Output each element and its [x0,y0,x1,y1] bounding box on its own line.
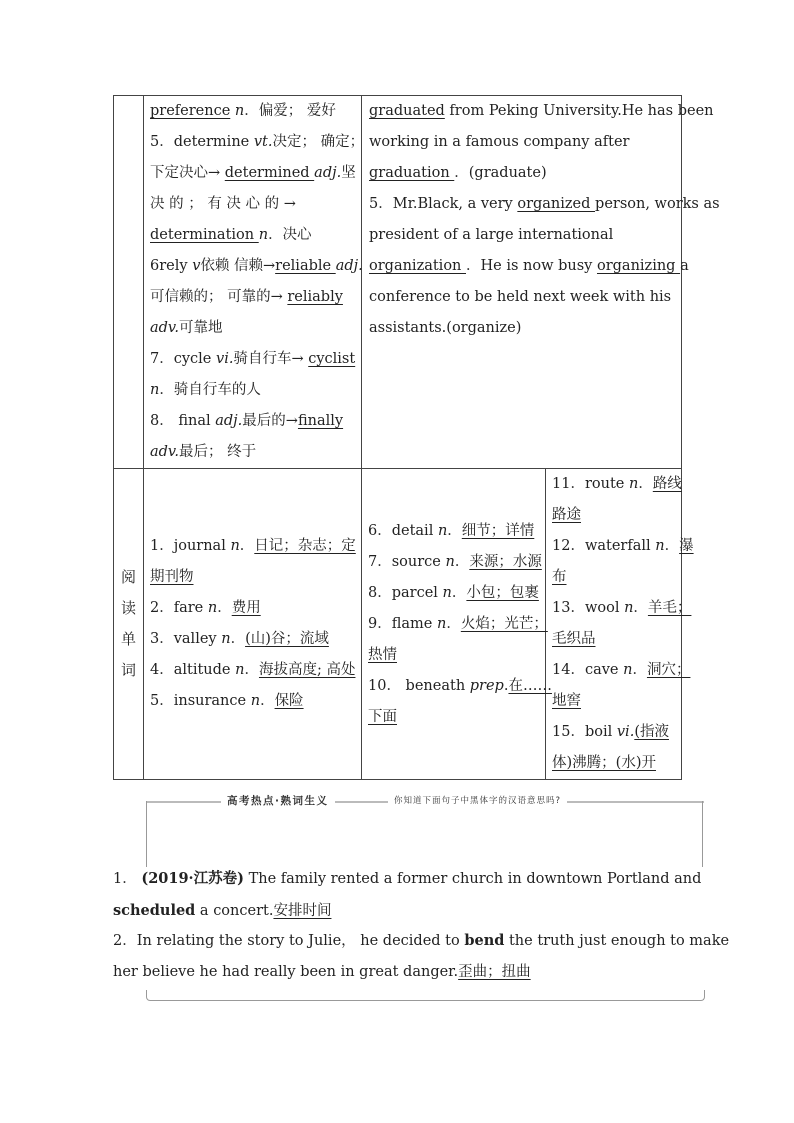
text-segment: ． [638,476,653,492]
text-segment: 5．insurance [150,693,251,709]
answer-text: 费用 [231,600,261,616]
answer-text: 歪曲；扭曲 [458,964,531,980]
answer-text: organization [369,258,466,274]
text-segment: 4．altitude [150,662,236,678]
text-segment: 7．cycle [150,351,216,367]
text-segment: bend [464,932,505,949]
answer-text: reliable [275,258,336,274]
text-segment: prep [469,677,504,694]
text-segment: ． [260,693,275,709]
text-segment: 9．flame [368,615,437,632]
word-list-3 [552,469,694,779]
word-forms-cell [144,96,365,469]
text-segment: ．偏爱； 爱好 [244,103,336,119]
text-line [150,531,355,562]
text-line [150,313,355,344]
text-segment: president of a large international [369,227,614,243]
answer-text: finally [297,413,344,429]
text-line [368,578,539,609]
answer-text: 细节；详情 [461,522,535,539]
text-segment: adj. [314,165,342,181]
text-line [150,282,355,313]
text-segment: ． [454,553,470,570]
text-segment: scheduled [113,902,196,919]
text-segment: v [192,258,201,274]
text-line [369,282,675,313]
text-line [552,469,682,500]
answer-text: 地窖 [552,693,581,709]
answer-text: 安排时间 [273,903,332,919]
text-line [150,127,365,158]
text-segment: n [207,600,218,616]
text-segment: working in a famous company after [369,134,630,150]
text-segment: 3．valley [150,631,222,647]
text-segment: 15．boil [552,724,617,740]
word-forms-list [150,96,365,468]
text-segment: 1． [113,871,142,887]
answer-text: graduation [369,165,455,181]
answer-text: 在…… [508,677,552,694]
text-segment: ．He is now busy [466,258,597,274]
text-line [150,655,355,686]
text-segment: her believe he had really been in great danger. [113,964,459,980]
answer-text: determined [224,165,315,181]
answer-text: 日记；杂志；定 [254,538,356,554]
text-line [150,562,355,593]
text-segment: adv. [150,444,180,460]
text-segment: 5．Mr.Black, a very [369,196,518,212]
text-line [368,640,539,671]
text-segment: 8． final [150,413,216,429]
text-segment: 可靠地 [179,320,223,336]
text-segment: ． [633,600,648,616]
label-char: 阅 [120,568,136,586]
text-segment: vi. [216,351,234,367]
answer-text: 火焰；光芒； [460,615,548,632]
answer-text: (山)谷；流域 [245,631,329,647]
answer-text: 热情 [368,646,397,663]
banner-title: 高考热点·熟词生义 [221,793,335,808]
text-line [368,547,542,578]
label-char: 单 [120,630,136,648]
word-list-2 [368,516,552,733]
text-line [368,671,552,702]
vocabulary-table [113,95,720,780]
text-line [552,748,675,779]
text-segment: 最后； 终于 [179,444,257,460]
text-segment: 可信赖的； 可靠的→ [150,289,288,305]
text-segment: n [624,600,634,616]
upper-row [114,96,682,469]
text-line [552,686,675,717]
label-char: 词 [120,661,136,679]
text-segment: n [628,476,639,492]
answer-text: preference [150,103,231,119]
text-segment: ．决心 [268,227,312,243]
exercise-2 [113,925,730,988]
text-segment: person, works as [595,196,720,212]
text-segment: 10． beneath [368,677,470,694]
text-segment: ．骑自行车的人 [159,382,261,398]
answer-text: organized [517,196,596,212]
text-line [150,158,355,189]
text-segment: n [250,693,261,709]
answer-text: cyclist [308,351,356,367]
text-line [368,702,539,733]
answer-text: organizing [596,258,681,274]
text-line [369,220,675,251]
text-segment: ． [230,631,246,647]
text-line [369,158,675,189]
text-line [150,437,355,468]
text-segment: 13．wool [552,600,625,616]
text-line [113,925,730,957]
text-segment: 骑自行车→ [233,351,309,367]
text-segment: from Peking University.He has been [444,103,714,119]
text-segment: The family rented a former church in downtown Portland and [243,871,702,887]
text-segment: ． [447,522,462,539]
text-segment: n [221,631,231,647]
text-segment: n [436,615,447,632]
label-char: 读 [120,599,136,617]
text-line [369,96,714,127]
text-segment: 7．source [368,553,446,570]
text-line [369,189,720,220]
text-segment: n [258,227,269,243]
text-segment: 决定； 确定； [272,134,365,150]
text-segment: 11．route [552,476,629,492]
exercise-1 [113,863,702,927]
answer-text: 洞穴； [646,662,691,678]
text-segment: 8．parcel [368,584,443,601]
banner-hint: 你知道下面句子中黑体字的汉语意思吗? [388,794,567,806]
frame-left-edge [146,801,147,867]
text-segment: ． [239,538,255,554]
text-segment: a [680,258,689,274]
text-line [150,96,355,127]
answer-text: 羊毛； [647,600,692,616]
text-segment: n [230,538,240,554]
text-line [150,189,355,220]
text-line [552,531,694,562]
text-segment: 6rely [150,258,193,274]
answer-text: determination [150,227,259,243]
answer-text: reliably [287,289,343,305]
text-line [552,624,675,655]
text-segment: the truth just enough to make [504,933,730,949]
text-line [552,717,675,748]
text-segment: vi. [616,724,635,740]
answer-text: 来源；水源 [469,553,542,570]
text-segment: 14．cave [552,662,624,678]
text-line [150,593,355,624]
text-line [150,406,355,437]
answer-text: 期刊物 [150,569,194,585]
text-segment: n [234,103,245,119]
text-segment: a concert. [195,903,274,919]
text-line [369,127,675,158]
text-segment: n [442,584,452,601]
answer-text: 路线 [652,476,682,492]
text-segment: adj. [335,258,363,274]
answer-text: graduated [369,103,445,119]
text-segment: 2．In relating the story to Julie， he decided to [113,933,465,949]
text-segment: ． [244,662,259,678]
text-segment: 下定决心→ [150,165,225,181]
text-line [150,686,355,717]
text-line [369,313,675,344]
text-segment: ． [217,600,232,616]
upper-side-cell [114,96,144,469]
text-segment: 5．determine [150,134,254,150]
answer-text: 保险 [274,693,304,709]
text-segment: 12．waterfall [552,538,656,554]
text-segment: ． [451,584,467,601]
text-segment: ． [632,662,647,678]
text-segment: n [150,382,160,398]
text-line [369,251,689,282]
answer-text: 路途 [552,507,581,523]
text-segment: 2．fare [150,600,208,616]
text-line [150,375,355,406]
reading-words-row [114,469,682,780]
text-segment: 决 的 ； 有 决 心 的 → [150,196,296,212]
answer-text: 毛织品 [552,631,596,647]
word-list-1 [150,531,355,717]
text-line [552,500,675,531]
example-sentences-list [369,96,720,344]
answer-text: 体)沸腾；(水)开 [552,755,656,771]
text-segment: ． [664,538,680,554]
text-line [368,516,539,547]
reading-words-label [114,469,144,780]
text-segment: 最后的→ [242,413,298,429]
text-segment: vt. [253,134,273,150]
text-segment: . [503,677,509,694]
section-banner [146,793,704,811]
frame-right-edge [702,801,703,867]
answer-text: (指液 [634,724,669,740]
text-segment: 6．detail [368,522,438,539]
text-segment: conference to be held next week with his [369,289,672,305]
text-line [552,593,692,624]
text-segment: 依赖 信赖→ [200,258,276,274]
text-line [150,624,355,655]
text-line [150,220,355,251]
text-segment: 坚 [341,165,356,181]
text-line [113,863,702,895]
text-segment: n [655,538,665,554]
text-segment: ． [446,615,461,632]
text-line [368,609,548,640]
text-segment: assistants.(organize) [369,320,522,336]
reading-words-col-2 [362,469,552,780]
example-sentences-cell [362,96,720,469]
answer-text: 瀑 [679,538,694,554]
answer-text: 下面 [368,708,397,725]
text-line [552,562,675,593]
text-segment: n [437,522,448,539]
text-line [113,957,679,988]
text-segment: n [623,662,633,678]
answer-text: 布 [552,569,567,585]
text-line [150,251,363,282]
frame-bottom [146,990,705,1001]
text-line [113,895,679,927]
answer-text: 海拔高度; 高处 [258,662,356,678]
reading-words-col-3 [546,469,694,780]
text-segment: (2019·江苏卷) [141,870,244,887]
text-segment: n [235,662,245,678]
text-segment: 1．journal [150,538,231,554]
text-segment: ．(graduate) [454,165,547,181]
answer-text: 小包；包裹 [466,584,539,601]
text-segment: n [445,553,455,570]
text-segment: adj. [215,413,243,429]
reading-words-col-1 [144,469,362,780]
text-line [552,655,691,686]
text-segment: adv. [150,320,180,336]
text-line [150,344,355,375]
